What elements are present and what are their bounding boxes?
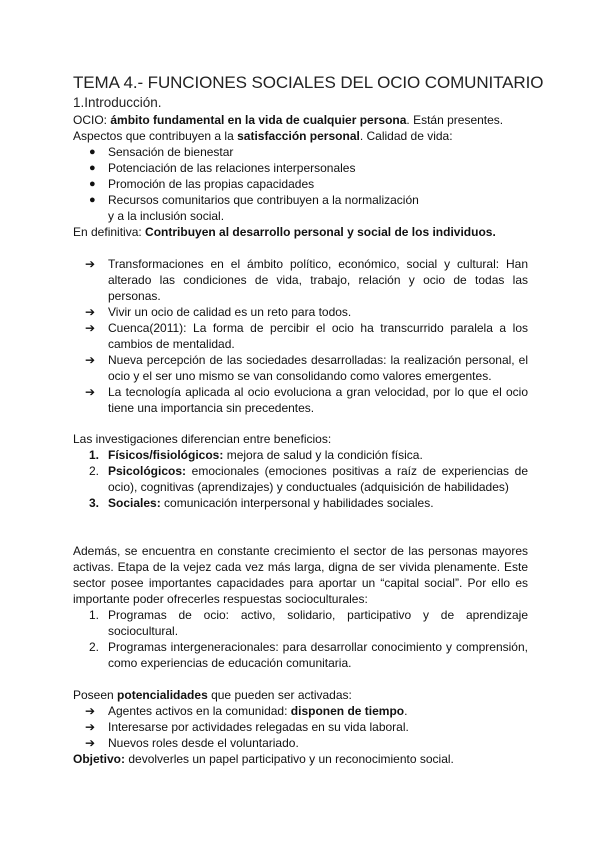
potential-block xyxy=(73,687,528,751)
arrow-icon: ➔ xyxy=(85,257,96,271)
arrow-icon: ➔ xyxy=(85,321,96,335)
list-item: ➔ Cuenca(2011): La forma de percibir el ocio ha transcurrido paralela a los cambios de mentalidad. xyxy=(85,321,528,351)
arrow-icon: ➔ xyxy=(85,385,96,399)
list-item: ● Recursos comunitarios que contribuyen a la normalización y a la inclusión social. xyxy=(89,193,419,223)
arrow-icon: ➔ xyxy=(85,704,96,718)
objective-line: Objetivo: devolverles un papel participativo y un reconocimiento social. xyxy=(73,752,454,766)
benefits-lead: Las investigaciones diferencian entre beneficios: xyxy=(73,432,332,446)
list-item: ➔ Transformaciones en el ámbito político, económico, social y cultural: Han alterado las condiciones de vida, trabajo, relación y ocio de todas las personas. xyxy=(85,257,528,303)
page-title: TEMA 4.- FUNCIONES SOCIALES DEL OCIO COMUNITARIO xyxy=(73,73,544,92)
arrow-icon: ➔ xyxy=(85,353,96,367)
list-item: ➔ Interesarse por actividades relegadas en su vida laboral. xyxy=(85,720,409,734)
section-heading: 1.Introducción. xyxy=(73,95,162,110)
list-item: ➔ Agentes activos en la comunidad: disponen de tiempo. xyxy=(85,704,408,718)
elderly-paragraph: Además, se encuentra en constante crecimiento el sector de las personas mayores activas. Etapa de la vejez cada vez más larga, digna de ser vivida plenamente. Este sector posee importantes capacidades para aportar un “capital social”. Por ello es importante poder ofrecerles respuestas socioculturales: xyxy=(73,544,528,606)
potential-lead: Poseen potencialidades que pueden ser activadas: xyxy=(73,688,352,702)
arrow-icon: ➔ xyxy=(85,720,96,734)
arrow-icon: ➔ xyxy=(85,305,96,319)
list-item: ● Sensación de bienestar xyxy=(89,145,234,159)
bullet-icon: ● xyxy=(89,162,96,174)
bullet-icon: ● xyxy=(89,178,96,190)
list-item: ➔ Vivir un ocio de calidad es un reto para todos. xyxy=(85,305,352,319)
ocio-bold: ámbito fundamental en la vida de cualquier persona xyxy=(110,113,407,127)
list-item: ● Potenciación de las relaciones interpersonales xyxy=(89,161,356,175)
list-item: 2. Psicológicos: emocionales (emociones positivas a raíz de experiencias de ocio), cognitivas (aprendizajes) y conductuales (adquisición de habilidades) xyxy=(89,464,528,494)
ocio-definition: OCIO: ámbito fundamental en la vida de cualquier persona. Están presentes. xyxy=(73,113,504,127)
potential-list xyxy=(73,703,528,751)
list-item: 1. Programas de ocio: activo, solidario, participativo y de aprendizaje sociocultural. xyxy=(89,608,528,638)
elderly-block xyxy=(73,543,528,671)
aspects-line: Aspectos que contribuyen a la satisfacción personal. Calidad de vida: xyxy=(73,129,453,143)
arrow-icon: ➔ xyxy=(85,736,96,750)
benefits-block xyxy=(73,431,528,511)
bullet-icon: ● xyxy=(89,146,96,158)
programs-list xyxy=(73,607,528,671)
aspects-list xyxy=(73,144,528,224)
context-list xyxy=(73,256,528,416)
list-item: ➔ Nueva percepción de las sociedades desarrolladas: la realización personal, el ocio y el ser uno mismo se van consolidando como valores emergentes. xyxy=(85,353,528,383)
benefits-list xyxy=(73,447,528,511)
list-item: 1. Físicos/fisiológicos: mejora de salud y la condición física. xyxy=(89,448,423,462)
list-item: 2. Programas intergeneracionales: para desarrollar conocimiento y comprensión, como experiencias de educación comunitaria. xyxy=(89,640,528,670)
intro-block xyxy=(73,112,528,240)
list-item: 3. Sociales: comunicación interpersonal y habilidades sociales. xyxy=(89,496,434,510)
summary-line: En definitiva: Contribuyen al desarrollo personal y social de los individuos. xyxy=(73,225,496,239)
bullet-icon: ● xyxy=(89,194,96,206)
list-item: ➔ La tecnología aplicada al ocio evoluciona a gran velocidad, por lo que el ocio tiene una importancia sin precedentes. xyxy=(85,385,528,415)
list-item: ➔ Nuevos roles desde el voluntariado. xyxy=(85,736,299,750)
list-item: ● Promoción de las propias capacidades xyxy=(89,177,315,191)
context-block xyxy=(73,256,528,416)
